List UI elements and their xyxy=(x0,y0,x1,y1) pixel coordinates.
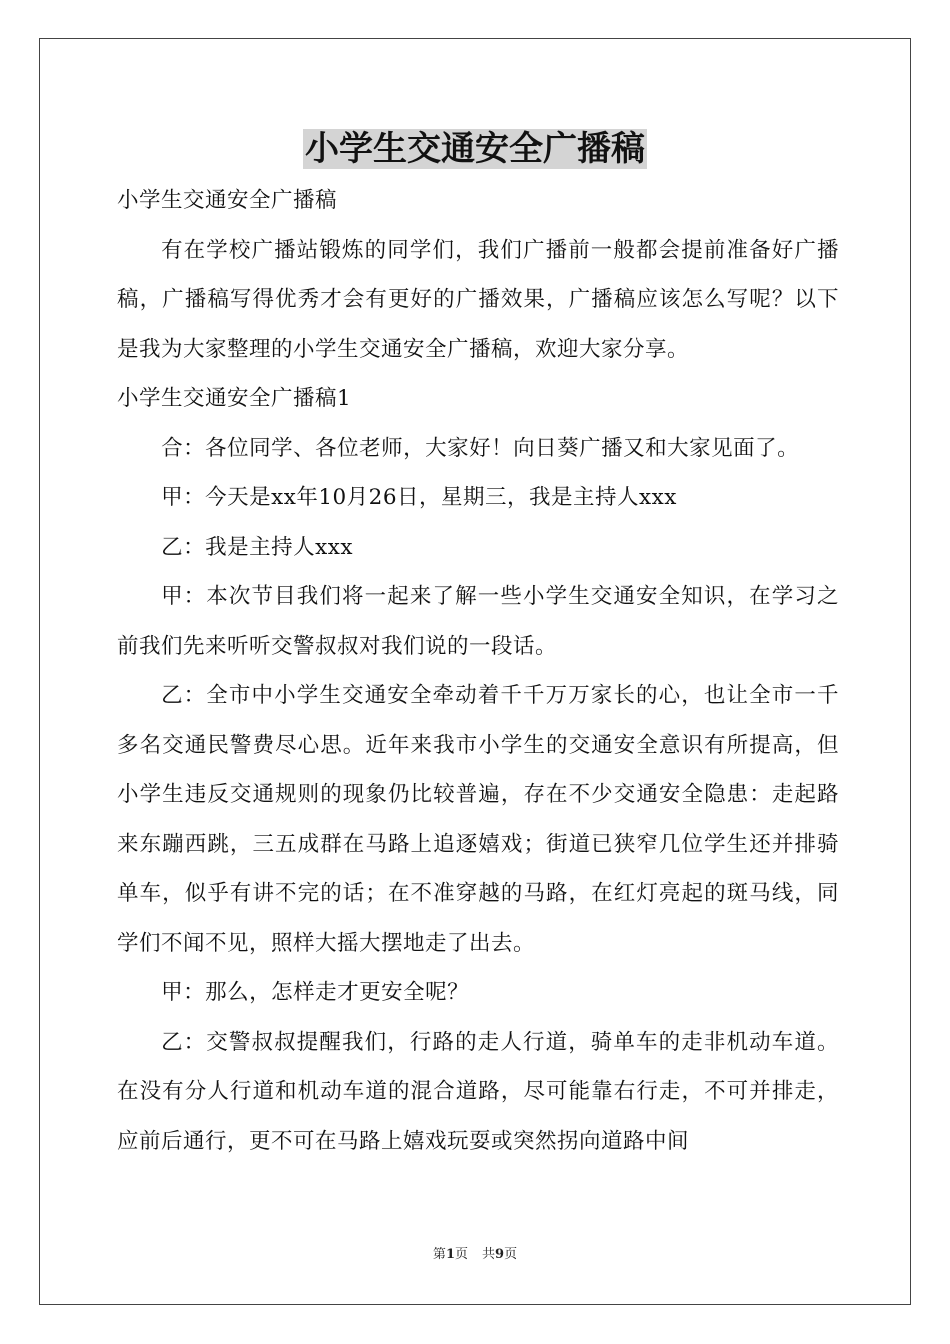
document-title-text: 小学生交通安全广播稿 xyxy=(305,129,645,169)
document-body xyxy=(117,176,839,1166)
paragraph: 乙：交警叔叔提醒我们，行路的走人行道，骑单车的走非机动车道。在没有分人行道和机动车道的混合道路，尽可能靠右行走，不可并排走，应前后通行，更不可在马路上嬉戏玩耍或突然拐向道路中间 xyxy=(117,1029,839,1154)
page-prefix: 第 xyxy=(432,1247,446,1262)
paragraph: 甲：本次节目我们将一起来了解一些小学生交通安全知识，在学习之前我们先来听听交警叔叔对我们说的一段话。 xyxy=(117,584,839,659)
paragraph: 有在学校广播站锻炼的同学们，我们广播前一般都会提前准备好广播稿，广播稿写得优秀才会有更好的广播效果，广播稿应该怎么写呢？以下是我为大家整理的小学生交通安全广播稿，欢迎大家分享。 xyxy=(117,237,839,362)
paragraph: 甲：那么，怎样走才更安全呢？ xyxy=(161,980,470,1005)
current-page-number: 1 xyxy=(445,1247,455,1262)
paragraph: 小学生交通安全广播稿 xyxy=(117,188,338,213)
paragraph: 乙：全市中小学生交通安全牵动着千千万万家长的心，也让全市一千多名交通民警费尽心思。近年来我市小学生的交通安全意识有所提高，但小学生违反交通规则的现象仍比较普遍，存在不少交通安全隐患：走起路来东蹦西跳，三五成群在马路上追逐嬉戏；街道已狭窄几位学生还并排骑单车，似乎有讲不完的话；在不准穿越的马路，在红灯亮起的斑马线，同学们不闻不见，照样大摇大摆地走了出去。 xyxy=(117,683,839,956)
total-page-number: 9 xyxy=(495,1247,505,1262)
paragraph: 甲：今天是xx年10月26日，星期三，我是主持人xxx xyxy=(161,485,677,510)
total-unit: 页 xyxy=(504,1247,518,1262)
document-title xyxy=(0,126,950,172)
paragraph: 合：各位同学、各位老师，大家好！向日葵广播又和大家见面了。 xyxy=(161,435,800,461)
paragraph: 小学生交通安全广播稿1 xyxy=(117,386,352,411)
page-unit: 页 xyxy=(454,1247,468,1262)
total-prefix: 共 xyxy=(482,1247,496,1262)
paragraph: 乙：我是主持人xxx xyxy=(161,534,353,560)
page-footer xyxy=(0,1246,950,1264)
